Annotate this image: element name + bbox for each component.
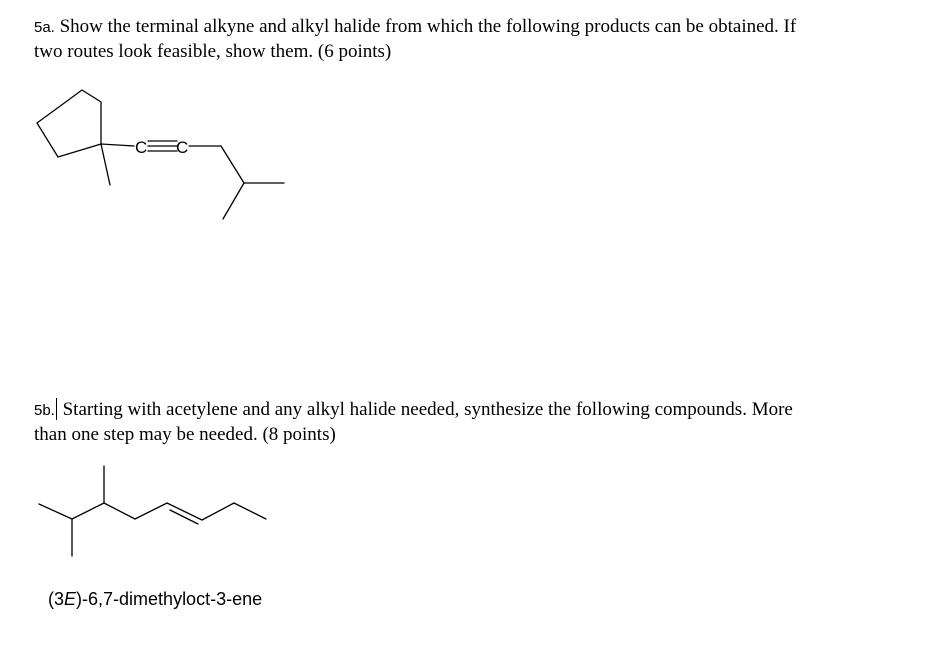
question-5a-number: 5a. <box>34 19 55 36</box>
alkyne-carbon-label-1: C <box>135 138 148 157</box>
c5-c4-bond <box>135 503 167 519</box>
compound-name-suffix: )-6,7-dimethyloct-3-ene <box>76 589 263 609</box>
compound-name-prefix: (3 <box>48 589 65 609</box>
question-5a-text-line2: two routes look feasible, show them. (6 points) <box>34 41 392 62</box>
c2-c1-bond <box>234 503 266 519</box>
question-5a-text-line1: Show the terminal alkyne and alkyl halide from which the following products can be obtained. If <box>54 16 797 37</box>
c3-c2-bond <box>202 503 234 520</box>
double-bond-line-2 <box>170 510 198 524</box>
question-5b-text-line1: Starting with acetylene and any alkyl halide needed, synthesize the following compounds. More <box>57 399 793 420</box>
question-5b-number: 5b. <box>34 402 55 419</box>
question-5b-text-line2: than one step may be needed. (8 points) <box>34 424 336 445</box>
c6-c5-bond <box>104 503 135 519</box>
alkyne-carbon-label-2: C <box>176 138 189 157</box>
c7-c6-bond <box>72 503 104 519</box>
c8-c7-bond <box>39 504 72 519</box>
compound-name-stereo: E <box>64 589 77 609</box>
compound-name <box>48 588 262 610</box>
